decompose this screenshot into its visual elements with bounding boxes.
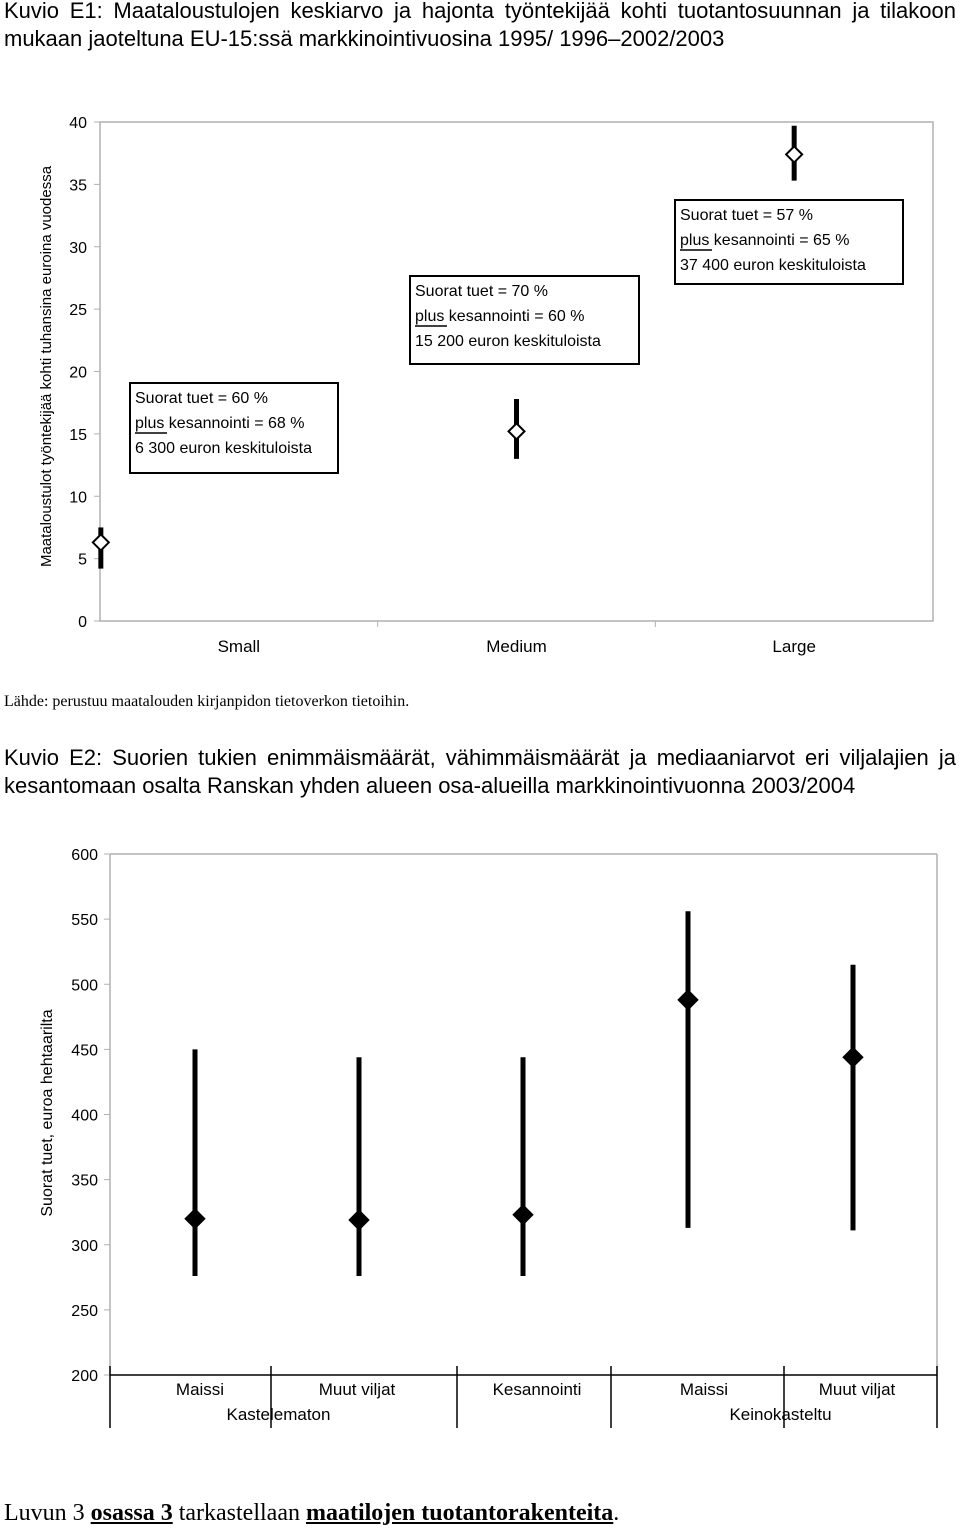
x-group-label: Keinokasteltu <box>729 1405 832 1424</box>
y-tick-label: 40 <box>69 115 87 132</box>
figure1-source: Lähde: perustuu maatalouden kirjanpidon tietoverkon tietoihin. <box>4 693 410 710</box>
y-tick-label: 450 <box>71 1042 98 1060</box>
median-marker <box>185 1209 205 1229</box>
x-tick-label: Maissi <box>175 1380 225 1399</box>
y-tick-label: 20 <box>69 364 87 382</box>
footer-link-structures[interactable]: maatilojen tuotantorakenteita <box>305 1500 614 1526</box>
y-tick-label: 350 <box>71 1172 98 1190</box>
annotation-line: Suorat tuet = 60 % <box>135 390 268 407</box>
y-tick-label: 250 <box>71 1302 98 1320</box>
x-tick-label: Maissi <box>679 1380 729 1399</box>
annotation-line: 6 300 euron keskituloista <box>135 440 312 457</box>
y-tick-label: 15 <box>69 426 87 444</box>
y-tick-label: 10 <box>69 489 87 507</box>
x-tick-label: Muut viljat <box>318 1380 396 1399</box>
footer-link-section[interactable]: osassa 3 <box>90 1500 173 1526</box>
median-marker <box>843 1047 863 1067</box>
y-tick-label: 5 <box>78 551 87 569</box>
x-tick-label: Muut viljat <box>818 1380 896 1399</box>
y-axis-label: Suorat tuet, euroa hehtaarilta <box>39 1009 56 1217</box>
y-tick-label: 200 <box>71 1368 98 1385</box>
x-tick-label: Small <box>217 637 261 656</box>
x-tick-label: Medium <box>486 637 547 656</box>
annotation-line: 37 400 euron keskituloista <box>680 257 866 274</box>
y-tick-label: 0 <box>78 614 87 631</box>
x-group-label: Kastelematon <box>226 1405 331 1424</box>
footer-prefix: Luvun 3 <box>4 1500 91 1526</box>
y-tick-label: 30 <box>69 239 87 257</box>
x-tick-label: Large <box>772 637 816 656</box>
median-marker <box>513 1205 533 1225</box>
annotation-line: plus kesannointi = 65 % <box>680 232 850 249</box>
y-tick-label: 500 <box>71 977 98 995</box>
y-tick-label: 300 <box>71 1237 98 1255</box>
figure1-title: Kuvio E1: Maataloustulojen keskiarvo ja hajonta työntekijää kohti tuotantosuunnan ja tilakoon mukaan jaoteltuna EU-15:ssä markkinointivuosina 1995/ 1996–2002/2003 <box>4 0 956 51</box>
annotation-line: Suorat tuet = 70 % <box>415 283 548 300</box>
x-tick-label: Kesannointi <box>492 1380 582 1399</box>
median-marker <box>349 1210 369 1230</box>
y-tick-label: 400 <box>71 1107 98 1125</box>
annotation-line: Suorat tuet = 57 % <box>680 207 813 224</box>
y-tick-label: 550 <box>71 912 98 930</box>
footer-text <box>4 1500 619 1527</box>
footer-suffix: . <box>613 1500 620 1526</box>
annotation-line: plus kesannointi = 60 % <box>415 308 585 325</box>
annotation-line: plus kesannointi = 68 % <box>135 415 305 432</box>
footer-middle: tarkastellaan <box>172 1500 306 1526</box>
median-marker <box>678 990 698 1010</box>
y-tick-label: 35 <box>69 177 87 195</box>
y-axis-label: Maataloustulot työntekijää kohti tuhansina euroina vuodessa <box>38 165 55 568</box>
y-tick-label: 25 <box>69 302 87 320</box>
y-tick-label: 600 <box>71 847 98 864</box>
figure2-title: Kuvio E2: Suorien tukien enimmäismäärät, vähimmäismäärät ja mediaaniarvot eri viljalajien ja kesantomaan osalta Ranskan yhden alueen osa-alueilla markkinointivuonna 2003/2004 <box>4 745 956 798</box>
annotation-line: 15 200 euron keskituloista <box>415 333 601 350</box>
